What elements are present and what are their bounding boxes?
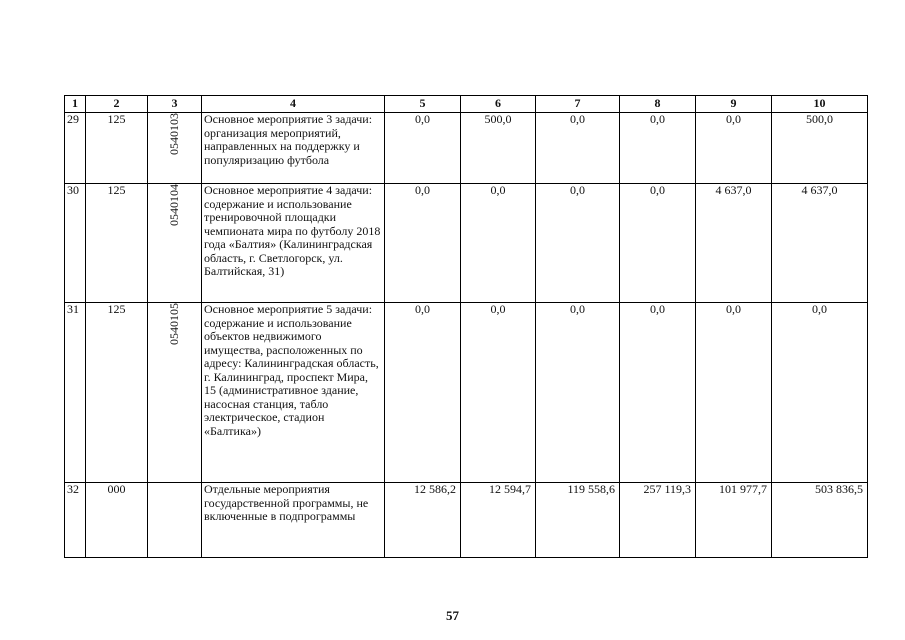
- column-header: 3: [148, 96, 202, 113]
- measure-description: Основное мероприятие 5 задачи: содержание и использование объектов недвижимого имущества, расположенных по адресу: Калининградская область, г. Калининград, проспект Мира, 15 (административное здание, насосная станция, табло электрическое, стадион «Балтика»): [202, 303, 385, 483]
- value-cell: 0,0: [385, 113, 461, 184]
- target-code-cell: [148, 113, 202, 184]
- value-cell: 12 594,7: [461, 483, 536, 558]
- value-cell: 0,0: [536, 303, 620, 483]
- row-number: 30: [65, 184, 86, 303]
- value-cell: 0,0: [620, 303, 696, 483]
- column-header: 5: [385, 96, 461, 113]
- column-header: 1: [65, 96, 86, 113]
- value-cell: 4 637,0: [772, 184, 868, 303]
- program-code: 125: [86, 113, 148, 184]
- value-cell: 119 558,6: [536, 483, 620, 558]
- value-cell: 0,0: [696, 303, 772, 483]
- value-cell: 503 836,5: [772, 483, 868, 558]
- value-cell: 500,0: [461, 113, 536, 184]
- value-cell: 12 586,2: [385, 483, 461, 558]
- value-cell: 0,0: [385, 303, 461, 483]
- value-cell: 4 637,0: [696, 184, 772, 303]
- measure-description: Отдельные мероприятия государственной программы, не включенные в подпрограммы: [202, 483, 385, 558]
- row-number: 32: [65, 483, 86, 558]
- value-cell: 0,0: [385, 184, 461, 303]
- target-code: 0540104: [167, 184, 181, 226]
- value-cell: 101 977,7: [696, 483, 772, 558]
- target-code-cell: [148, 483, 202, 558]
- value-cell: 0,0: [620, 113, 696, 184]
- column-header: 10: [772, 96, 868, 113]
- value-cell: 0,0: [536, 113, 620, 184]
- target-code-cell: [148, 184, 202, 303]
- column-header: 9: [696, 96, 772, 113]
- target-code-cell: [148, 303, 202, 483]
- table-row: [65, 483, 868, 558]
- value-cell: 500,0: [772, 113, 868, 184]
- table-row: [65, 113, 868, 184]
- page-number: 57: [446, 608, 459, 623]
- column-header: 2: [86, 96, 148, 113]
- table-row: [65, 184, 868, 303]
- value-cell: 0,0: [772, 303, 868, 483]
- column-header: 4: [202, 96, 385, 113]
- target-code: 0540103: [167, 113, 181, 155]
- value-cell: 0,0: [620, 184, 696, 303]
- measure-description: Основное мероприятие 4 задачи: содержание и использование тренировочной площадки чемпионата мира по футболу 2018 года «Балтия» (Калининградская область, г. Светлогорск, ул. Балтийская, 31): [202, 184, 385, 303]
- target-code: 0540105: [167, 303, 181, 345]
- row-number: 31: [65, 303, 86, 483]
- value-cell: 0,0: [696, 113, 772, 184]
- row-number: 29: [65, 113, 86, 184]
- column-header: 7: [536, 96, 620, 113]
- measure-description: Основное мероприятие 3 задачи: организация мероприятий, направленных на поддержку и популяризацию футбола: [202, 113, 385, 184]
- column-header: 6: [461, 96, 536, 113]
- value-cell: 0,0: [461, 303, 536, 483]
- value-cell: 257 119,3: [620, 483, 696, 558]
- value-cell: 0,0: [536, 184, 620, 303]
- value-cell: 0,0: [461, 184, 536, 303]
- table-header-row: [65, 96, 868, 113]
- program-code: 125: [86, 184, 148, 303]
- budget-table: [64, 95, 868, 558]
- column-header: 8: [620, 96, 696, 113]
- program-code: 125: [86, 303, 148, 483]
- program-code: 000: [86, 483, 148, 558]
- table-row: [65, 303, 868, 483]
